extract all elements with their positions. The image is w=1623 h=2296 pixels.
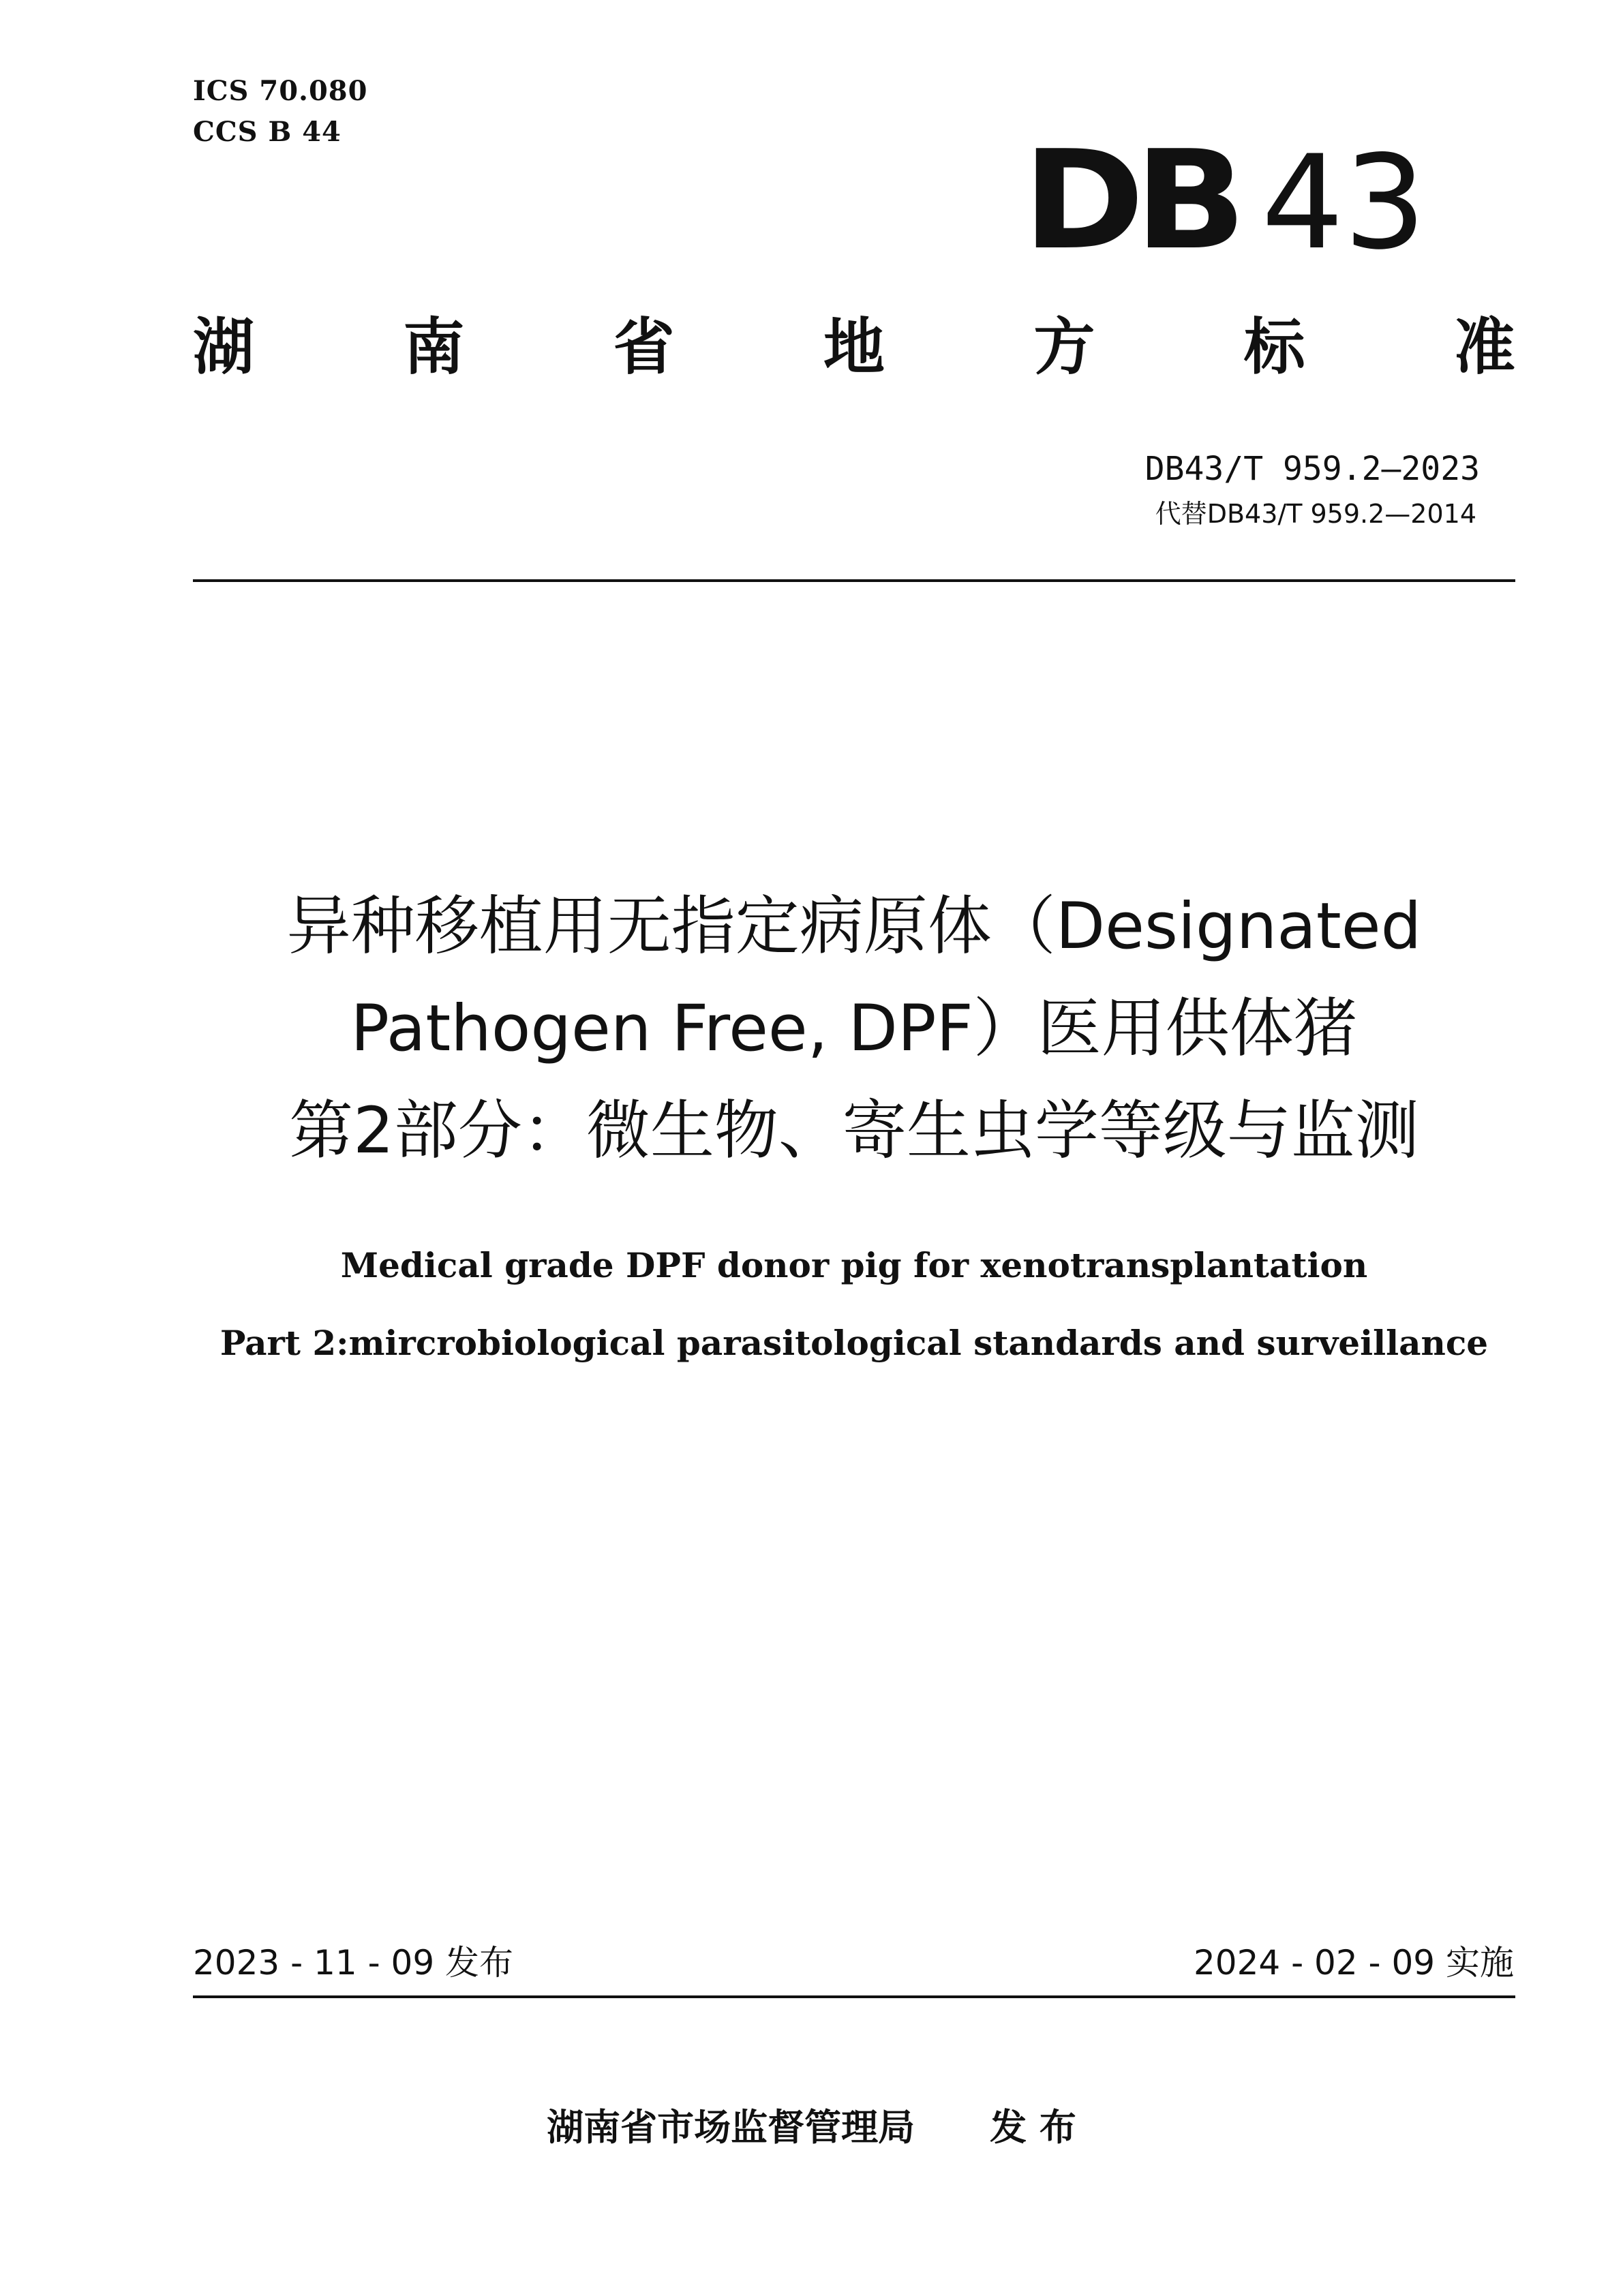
footer-divider bbox=[193, 1995, 1515, 1998]
publisher-name: 湖南省市场监督管理局 bbox=[547, 2106, 915, 2149]
chinese-title bbox=[193, 876, 1515, 1182]
publish-word: 发 布 bbox=[990, 2106, 1076, 2149]
publisher-line bbox=[0, 2104, 1623, 2152]
english-title bbox=[193, 1227, 1515, 1382]
header-divider bbox=[193, 579, 1515, 582]
logo-letters: DB bbox=[1022, 121, 1237, 280]
standard-type-char: 准 bbox=[1453, 311, 1515, 383]
standard-type-char: 地 bbox=[823, 311, 885, 383]
issue-date: 2023 - 11 - 09 发布 bbox=[193, 1943, 514, 1983]
standard-type-char: 标 bbox=[1243, 311, 1305, 383]
chinese-title-line: 第2部分：微生物、寄生虫学等级与监测 bbox=[289, 1094, 1419, 1168]
replaces-standard: 代替DB43/T 959.2—2014 bbox=[1155, 499, 1476, 529]
chinese-title-line: 异种移植用无指定病原体（Designated bbox=[286, 889, 1422, 964]
english-title-line: Medical grade DPF donor pig for xenotransplantation bbox=[340, 1245, 1368, 1285]
logo-number: 43 bbox=[1261, 127, 1427, 278]
ccs-code: CCS B 44 bbox=[193, 116, 342, 148]
standard-type-char: 南 bbox=[403, 311, 465, 383]
standard-type-char: 省 bbox=[613, 311, 675, 383]
chinese-title-line: Pathogen Free, DPF）医用供体猪 bbox=[350, 992, 1358, 1066]
implementation-date: 2024 - 02 - 09 实施 bbox=[1193, 1943, 1514, 1983]
english-title-line: Part 2:mircrobiological parasitological standards and surveillance bbox=[219, 1323, 1489, 1363]
standard-type-title bbox=[193, 307, 1515, 388]
standard-number: DB43/T 959.2—2023 bbox=[1144, 450, 1480, 488]
db43-logo bbox=[1022, 121, 1427, 305]
standard-type-char: 方 bbox=[1033, 311, 1095, 383]
standard-type-char: 湖 bbox=[193, 311, 254, 383]
ics-code: ICS 70.080 bbox=[193, 75, 368, 107]
